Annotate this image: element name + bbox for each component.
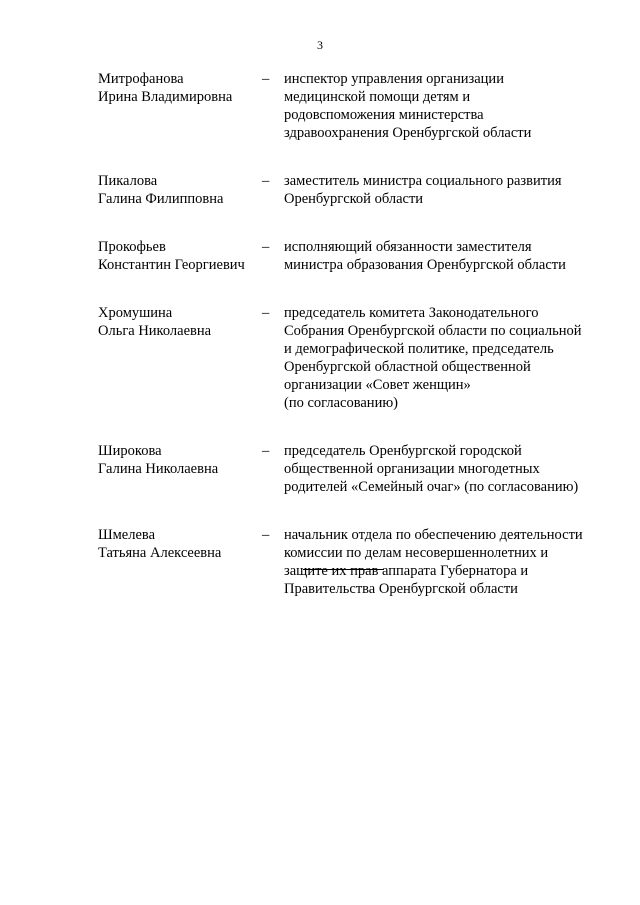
member-name: Широкова Галина Николаевна [98, 443, 219, 477]
member-list [98, 70, 618, 598]
member-position: председатель Оренбургской городской общественной организации многодетных родителей «Семейный очаг» (по согласованию) [284, 443, 579, 495]
member-position: заместитель министра социального развития Оренбургской области [284, 173, 562, 207]
member-name: Пикалова Галина Филипповна [98, 173, 224, 207]
member-position: исполняющий обязанности заместителя министра образования Оренбургской области [284, 239, 566, 273]
member-name: Хромушина Ольга Николаевна [98, 305, 212, 339]
member-entry [98, 526, 618, 598]
dash-separator: – [262, 443, 270, 459]
member-position: председатель комитета Законодательного Собрания Оренбургской области по социальной и демографической политике, председатель Оренбургской областной общественной организации «Совет женщин» (по согласованию) [284, 305, 582, 411]
member-entry [98, 238, 618, 274]
dash-separator: – [262, 527, 270, 543]
dash-separator: – [262, 305, 270, 321]
dash-separator: – [262, 173, 270, 189]
page-number: 3 [317, 38, 323, 52]
member-name: Митрофанова Ирина Владимировна [98, 71, 233, 105]
end-divider-line [303, 569, 384, 570]
member-entry [98, 172, 618, 208]
dash-separator: – [262, 71, 270, 87]
member-position: начальник отдела по обеспечению деятельности комиссии по делам несовершеннолетних и защите их прав аппарата Губернатора и Правительства Оренбургской области [284, 527, 583, 597]
member-position: инспектор управления организации медицинской помощи детям и родовспоможения министерства здравоохранения Оренбургской области [284, 71, 532, 141]
member-entry [98, 70, 618, 142]
member-name: Шмелева Татьяна Алексеевна [98, 527, 222, 561]
member-entry [98, 442, 618, 496]
dash-separator: – [262, 239, 270, 255]
member-name: Прокофьев Константин Георгиевич [98, 239, 245, 273]
member-entry [98, 304, 618, 412]
